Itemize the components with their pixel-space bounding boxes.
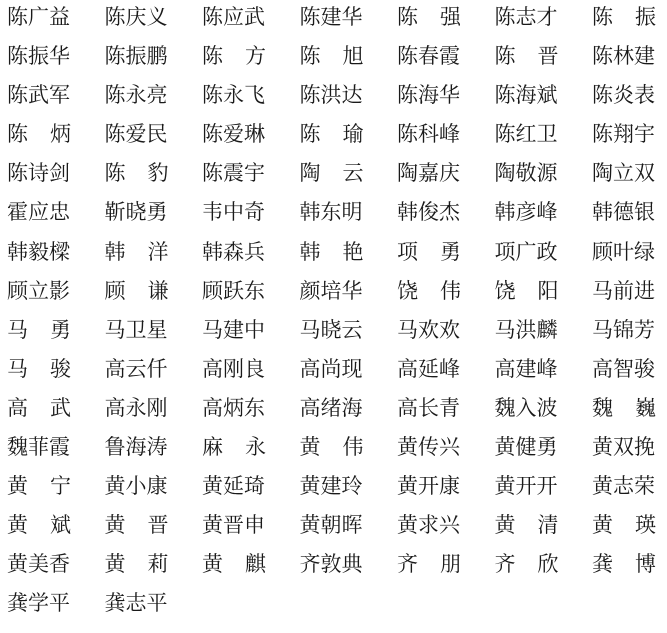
name-entry: 陈武军 (7, 83, 70, 108)
name-entry: 黄美香 (7, 552, 70, 577)
name-entry: 黄延琦 (202, 474, 265, 499)
name-entry: 黄开开 (494, 474, 558, 499)
name-entry: 马 骏 (7, 356, 71, 381)
name-entry: 马欢欢 (397, 317, 460, 342)
name-entry: 黄双挽 (592, 435, 655, 460)
name-list (7, 1, 667, 627)
name-entry: 马卫星 (104, 317, 168, 342)
name-entry: 马前进 (592, 278, 655, 303)
name-entry: 陈庆义 (104, 5, 168, 29)
name-entry: 龚志平 (104, 591, 168, 616)
name-entry: 陈永亮 (104, 83, 168, 108)
name-entry: 颜培华 (299, 278, 363, 303)
name-entry: 魏菲霞 (7, 435, 70, 460)
name-entry: 陈 方 (202, 44, 266, 69)
name-entry: 黄晋申 (202, 513, 265, 538)
name-entry: 陶敬源 (494, 161, 558, 186)
name-entry: 陈震宇 (202, 161, 265, 186)
name-entry: 黄 伟 (299, 435, 364, 460)
name-entry: 陈爱民 (104, 122, 168, 147)
name-entry: 齐敦典 (299, 552, 363, 577)
name-entry: 陶立双 (592, 161, 655, 186)
name-entry: 顾跃东 (202, 278, 265, 303)
name-entry: 项 勇 (397, 239, 461, 264)
name-entry: 高 武 (7, 395, 71, 420)
name-entry: 陈海斌 (494, 83, 558, 108)
name-entry: 陶嘉庆 (397, 161, 460, 186)
name-entry: 陈应武 (202, 5, 265, 29)
name-entry: 陈 瑜 (299, 122, 364, 147)
name-entry: 黄 麒 (202, 552, 266, 577)
name-entry: 高炳东 (202, 395, 265, 420)
name-entry: 陈海华 (397, 83, 460, 108)
name-entry: 黄小康 (104, 474, 168, 499)
name-entry: 马洪麟 (494, 317, 558, 342)
name-entry: 顾立影 (7, 278, 70, 303)
name-entry: 陈红卫 (494, 122, 558, 147)
name-entry: 陈建华 (299, 5, 363, 29)
name-entry: 龚学平 (7, 591, 70, 616)
name-entry: 高延峰 (397, 356, 460, 381)
name-entry: 靳晓勇 (104, 200, 168, 225)
name-entry: 陈 炳 (7, 122, 71, 147)
name-entry: 黄 宁 (7, 474, 71, 499)
name-entry: 高云仟 (104, 356, 168, 381)
name-entry: 马建中 (202, 317, 265, 342)
name-entry: 高智骏 (592, 356, 655, 381)
name-entry: 陈诗剑 (7, 161, 70, 186)
name-entry: 陈振鹏 (104, 44, 168, 69)
name-entry: 韦中奇 (202, 200, 265, 225)
name-entry: 黄开康 (397, 474, 460, 499)
name-entry: 饶 伟 (397, 278, 461, 303)
name-entry: 陶 云 (299, 161, 364, 186)
name-entry: 陈科峰 (397, 122, 460, 147)
name-entry: 黄建玲 (299, 474, 363, 499)
name-entry: 陈 旭 (299, 44, 364, 69)
name-entry: 黄健勇 (494, 435, 558, 460)
name-entry: 陈 强 (397, 5, 461, 29)
name-entry: 陈林建 (592, 44, 655, 69)
name-entry: 齐 朋 (397, 552, 461, 577)
name-entry: 陈 晋 (494, 44, 559, 69)
name-entry: 陈永飞 (202, 83, 265, 108)
name-entry: 马 勇 (7, 317, 71, 342)
name-entry: 陈炎表 (592, 83, 655, 108)
name-entry: 高刚良 (202, 356, 265, 381)
name-entry: 韩 艳 (299, 239, 364, 264)
name-entry: 齐 欣 (494, 552, 559, 577)
name-entry: 黄求兴 (397, 513, 460, 538)
name-entry: 马晓云 (299, 317, 363, 342)
name-entry: 韩彦峰 (494, 200, 558, 225)
name-entry: 陈广益 (7, 5, 70, 29)
name-entry: 韩东明 (299, 200, 363, 225)
name-entry: 陈振华 (7, 44, 70, 69)
name-entry: 黄 莉 (104, 552, 169, 577)
name-entry: 陈洪达 (299, 83, 363, 108)
name-entry: 黄 清 (494, 513, 559, 538)
name-entry: 韩俊杰 (397, 200, 460, 225)
name-entry: 陈志才 (494, 5, 558, 29)
name-entry: 麻 永 (202, 435, 266, 460)
name-entry: 项广政 (494, 239, 558, 264)
name-entry: 黄朝晖 (299, 513, 363, 538)
name-entry: 高长青 (397, 395, 460, 420)
name-entry: 黄 斌 (7, 513, 71, 538)
name-entry: 霍应忠 (7, 200, 70, 225)
name-entry: 饶 阳 (494, 278, 559, 303)
name-entry: 黄 晋 (104, 513, 169, 538)
name-entry: 陈春霞 (397, 44, 460, 69)
name-entry: 韩德银 (592, 200, 655, 225)
name-entry: 陈爱琳 (202, 122, 265, 147)
name-entry: 高永刚 (104, 395, 168, 420)
name-entry: 陈 豹 (104, 161, 169, 186)
name-entry: 韩森兵 (202, 239, 265, 264)
name-entry: 高尚现 (299, 356, 363, 381)
name-entry: 鲁海涛 (104, 435, 168, 460)
name-entry: 魏 巍 (592, 395, 656, 420)
name-entry: 龚 博 (592, 552, 656, 577)
name-entry: 黄 瑛 (592, 513, 656, 538)
name-entry: 马锦芳 (592, 317, 655, 342)
name-entry: 韩 洋 (104, 239, 169, 264)
name-entry: 陈 振 (592, 5, 656, 29)
name-entry: 魏入波 (494, 395, 558, 420)
name-entry: 高建峰 (494, 356, 558, 381)
name-entry: 韩毅樑 (7, 239, 70, 264)
name-entry: 黄传兴 (397, 435, 460, 460)
name-entry: 陈翔宇 (592, 122, 655, 147)
name-entry: 黄志荣 (592, 474, 655, 499)
name-entry: 高绪海 (299, 395, 363, 420)
name-entry: 顾叶绿 (592, 239, 655, 264)
name-entry: 顾 谦 (104, 278, 169, 303)
